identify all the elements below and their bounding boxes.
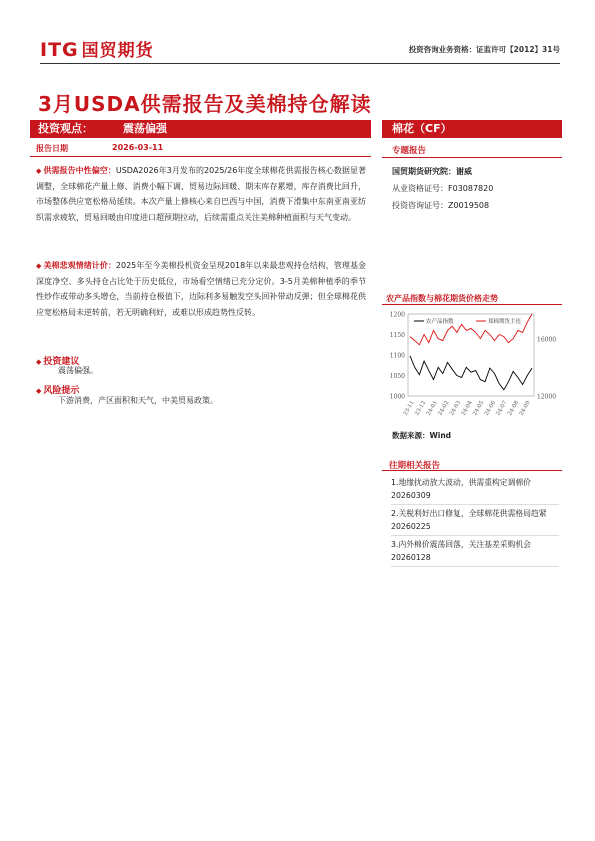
bullet-icon: ◆ bbox=[36, 262, 42, 270]
license-text: 投资咨询业务资格：证监许可【2012】31号 bbox=[408, 45, 560, 54]
p2-text: 2025年至今美棉投机资金呈现2018年以来最悲观持仓结构，管理基金深度净空、多头持仓占比处于历史低位，市场看空情绪已充分定价。3-5月美棉种植季的季节性炒作或带动多头增仓，当前持仓极值下，边际利多易触发空头回补带动反弹；但全球棉花供应宽松格局未逆转前，若无明确利好，或难以形成趋势性反转。 bbox=[36, 261, 367, 317]
x-tick-label: 24-01 bbox=[425, 400, 439, 417]
company-logo bbox=[40, 36, 154, 61]
category-bar: 棉花（CF） bbox=[382, 120, 562, 138]
x-tick-label: 23-11 bbox=[402, 400, 416, 417]
report-date-value: 2026-03-11 bbox=[112, 143, 164, 152]
plot-frame bbox=[408, 314, 534, 396]
report-date-label: 报告日期 bbox=[36, 144, 68, 153]
legend-label: 农产品指数 bbox=[426, 319, 454, 325]
report-date-row bbox=[30, 143, 371, 157]
price-chart-svg bbox=[382, 306, 562, 426]
advice-text: 震荡偏强。 bbox=[58, 366, 98, 375]
y-left-tick-label: 1000 bbox=[389, 393, 405, 401]
related-report-item[interactable]: 1.地缘扰动放大波动，供需重构定调棉价 20260309 bbox=[391, 474, 559, 505]
chart-title: 农产品指数与棉花期货价格走势 bbox=[386, 294, 498, 303]
chart-title-divider bbox=[382, 304, 562, 305]
p2-heading: 美棉悲观情绪计价： bbox=[43, 261, 116, 270]
logo-en: ITG bbox=[40, 39, 79, 61]
view-bar bbox=[30, 120, 371, 138]
p1-heading: 供需报告中性偏空： bbox=[43, 166, 116, 175]
paragraph-sentiment bbox=[36, 258, 366, 320]
related-divider bbox=[382, 470, 562, 471]
related-reports-list bbox=[391, 474, 559, 567]
related-reports-title: 往期相关报告 bbox=[389, 461, 441, 471]
chart-source: 数据来源：Wind bbox=[392, 431, 452, 440]
y-right-tick-label: 16000 bbox=[537, 336, 557, 344]
bullet-icon: ◆ bbox=[36, 167, 42, 175]
bullet-icon: ◆ bbox=[36, 387, 42, 395]
view-value: 震荡偏强 bbox=[123, 122, 167, 135]
x-tick-label: 24-07 bbox=[495, 400, 509, 417]
x-tick-label: 24-06 bbox=[483, 400, 497, 417]
legend-label: 郑棉期货主连 bbox=[488, 319, 522, 325]
y-right-tick-label: 12000 bbox=[537, 393, 557, 401]
y-left-tick-label: 1200 bbox=[389, 311, 405, 319]
risk-text: 下游消费，产区面积和天气，中美贸易政策。 bbox=[58, 396, 218, 405]
series-line-agri-index bbox=[410, 356, 532, 390]
y-left-tick-label: 1050 bbox=[389, 373, 405, 380]
x-tick-label: 24-04 bbox=[460, 400, 474, 417]
section-title: 专题报告 bbox=[392, 146, 427, 156]
author-institute: 国贸期货研究院：谢威 bbox=[392, 167, 472, 176]
x-tick-label: 24-08 bbox=[507, 400, 521, 417]
risk-heading: ◆ 风险提示 bbox=[36, 386, 80, 396]
y-left-tick-label: 1100 bbox=[389, 352, 405, 360]
bullet-icon: ◆ bbox=[36, 358, 42, 366]
x-tick-label: 23-12 bbox=[414, 400, 428, 417]
view-label: 投资观点： bbox=[38, 122, 93, 135]
report-title: 3月USDA供需报告及美棉持仓解读 bbox=[38, 92, 372, 116]
page-header bbox=[40, 30, 560, 64]
related-report-item[interactable]: 3.内外棉价震荡回落，关注基差采购机会 20260128 bbox=[391, 536, 559, 567]
p1-text: USDA2026年3月发布的2025/26年度全球棉花供需报告核心数据显著调整，全球棉花产量上修、消费小幅下调、贸易边际回暖、期末库存累增，库存消费比回升，市场整体供应宽松格局延续。本次产量上修核心来自巴西与中国，消费下滑集中东南亚南亚纺织需求疲软，贸易回暖由印度进口超预期拉动，后续需重点关注美棉种植面积与天气变动。 bbox=[36, 166, 367, 222]
related-report-item[interactable]: 2.关税利好出口修复，全球棉花供需格局趋紧 20260225 bbox=[391, 505, 559, 536]
x-tick-label: 24-02 bbox=[437, 400, 451, 417]
paragraph-supply-demand bbox=[36, 163, 366, 225]
advice-heading: ◆ 投资建议 bbox=[36, 357, 80, 367]
section-divider bbox=[382, 157, 562, 158]
x-tick-label: 24-03 bbox=[449, 400, 463, 417]
qualification-1: 从业资格证号：F03087820 bbox=[392, 184, 494, 193]
x-tick-label: 24-09 bbox=[518, 400, 532, 417]
y-left-tick-label: 1150 bbox=[389, 332, 405, 339]
logo-cn: 国贸期货 bbox=[81, 41, 154, 61]
price-chart bbox=[382, 306, 562, 426]
x-tick-label: 24-05 bbox=[472, 400, 486, 417]
qualification-2: 投资咨询证号：Z0019508 bbox=[392, 201, 490, 210]
